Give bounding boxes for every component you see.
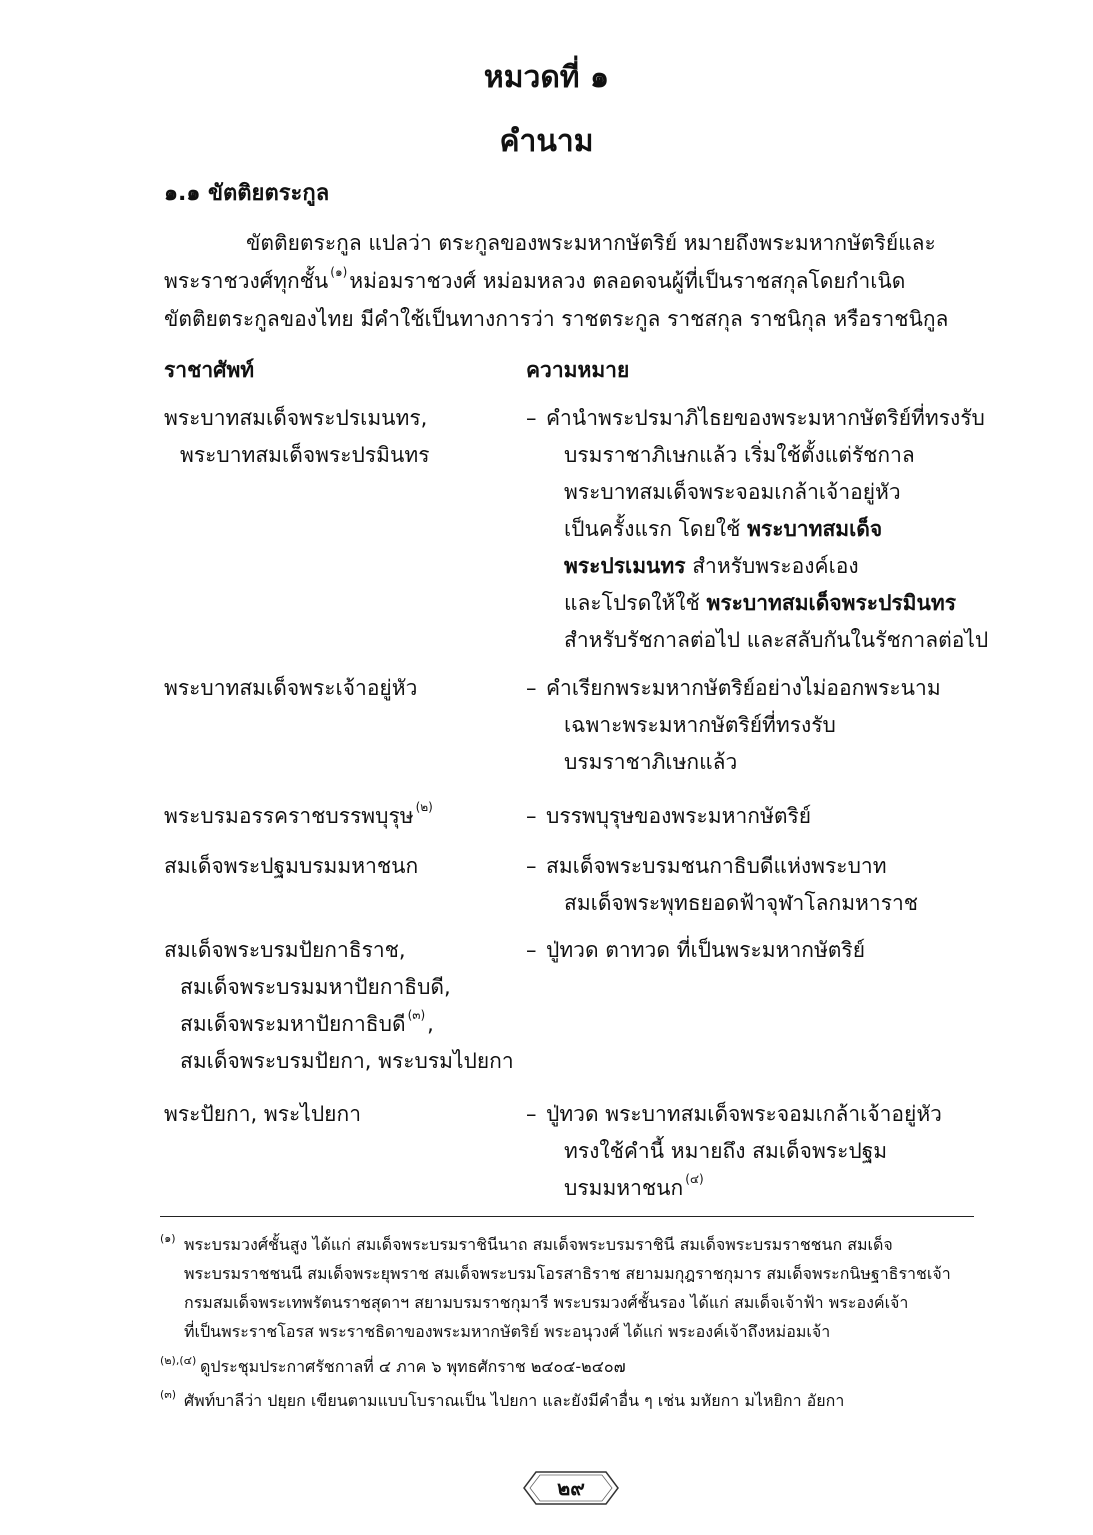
entry-meaning [526, 400, 996, 659]
intro-text: หม่อมราชวงศ์ หม่อมหลวง ตลอดจนผู้ที่เป็นราชสกุลโดยกำเนิด [349, 269, 906, 293]
meaning-line [526, 1170, 996, 1207]
term-line: พระบาทสมเด็จพระปรเมนทร, [164, 406, 428, 430]
meaning-line [526, 932, 996, 969]
entry-meaning [526, 848, 996, 922]
footnote-mark: (๑) [160, 1232, 176, 1245]
meaning-line [526, 670, 996, 707]
meaning-line: บรมราชาภิเษกแล้ว เริ่มใช้ตั้งแต่รัชกาล [564, 443, 915, 467]
footnote-divider [160, 1216, 974, 1217]
meaning-text: สมเด็จพระบรมชนกาธิบดีแห่งพระบาท [546, 854, 887, 878]
term-text: พระบรมอรรคราชบรรพบุรุษ [164, 804, 414, 828]
intro-line: ขัตติยตระกูล แปลว่า ตระกูลของพระมหากษัตริย์ หมายถึงพระมหากษัตริย์และ [246, 231, 936, 255]
entry-meaning [526, 932, 996, 969]
term-line [164, 1006, 519, 1043]
footnote-text [160, 1230, 980, 1346]
term-line: สมเด็จพระบรมมหาปัยกาธิบดี, [180, 975, 451, 999]
meaning-line [526, 585, 996, 622]
column-header-term: ราชาศัพท์ [164, 358, 255, 382]
intro-paragraph [164, 224, 984, 338]
entry-term [164, 848, 519, 885]
meaning-line [526, 400, 996, 437]
meaning-text: บรรพบุรุษของพระมหากษัตริย์ [546, 804, 812, 828]
meaning-text: และโปรดให้ใช้ [564, 591, 700, 615]
footnote-mark: (๓) [160, 1388, 177, 1401]
entry-meaning [526, 798, 996, 835]
term-text: , [427, 1012, 434, 1036]
meaning-line: เฉพาะพระมหากษัตริย์ที่ทรงรับ [564, 713, 836, 737]
footnote-line: ศัพท์บาลีว่า ปยฺยก เขียนตามแบบโบราณเป็น ไปยกา และยังมีคำอื่น ๆ เช่น มหัยกา มไหยิกา อัยกา [184, 1391, 845, 1410]
emphasis-text: พระบาทสมเด็จ [747, 517, 883, 541]
term-line: พระปัยกา, พระไปยกา [164, 1102, 361, 1126]
meaning-text: คำนำพระปรมาภิไธยของพระมหากษัตริย์ที่ทรงรับ [546, 406, 985, 430]
meaning-text: สำหรับพระองค์เอง [692, 554, 859, 578]
meaning-line: ทรงใช้คำนี้ หมายถึง สมเด็จพระปฐม [564, 1139, 888, 1163]
footnote-ref[interactable]: (๒) [415, 800, 433, 814]
meaning-text: ปู่ทวด พระบาทสมเด็จพระจอมเกล้าเจ้าอยู่หัว [546, 1102, 942, 1126]
intro-text: พระราชวงศ์ทุกชั้น [164, 269, 329, 293]
footnote-line: พระบรมวงศ์ชั้นสูง ได้แก่ สมเด็จพระบรมราชินีนาถ สมเด็จพระบรมราชินี สมเด็จพระบรมราชชนก สมเด็จ [184, 1235, 893, 1254]
term-text: สมเด็จพระมหาปัยกาธิบดี [180, 1012, 406, 1036]
footnote-line: กรมสมเด็จพระเทพรัตนราชสุดาฯ สยามบรมราชกุมารี พระบรมวงศ์ชั้นรอง ได้แก่ สมเด็จเจ้าฟ้า พระองค์เจ้า [184, 1293, 909, 1312]
dash-marker: – [526, 676, 537, 700]
footnote-ref[interactable]: (๔) [685, 1172, 704, 1186]
meaning-text: บรมมหาชนก [564, 1176, 684, 1200]
meaning-line: บรมราชาภิเษกแล้ว [564, 750, 738, 774]
dash-marker: – [526, 406, 537, 430]
entry-term [164, 932, 519, 1080]
meaning-line [526, 548, 996, 585]
entry-meaning [526, 1096, 996, 1207]
dash-marker: – [526, 854, 537, 878]
footnote-line: ที่เป็นพระราชโอรส พระราชธิดาของพระมหากษัตริย์ พระอนุวงศ์ ได้แก่ พระองค์เจ้าถึงหม่อมเจ้า [184, 1322, 831, 1341]
dash-marker: – [526, 804, 537, 828]
footnote-line: ดูประชุมประกาศรัชกาลที่ ๔ ภาค ๖ พุทธศักราช ๒๔๐๔-๒๔๐๗ [200, 1357, 626, 1376]
dash-marker: – [526, 1102, 537, 1126]
term-line: พระบาทสมเด็จพระเจ้าอยู่หัว [164, 676, 418, 700]
entry-term [164, 798, 519, 835]
entry-term [164, 670, 519, 707]
page-number-text: ๒๙ [557, 1476, 585, 1500]
meaning-text: เป็นครั้งแรก โดยใช้ [564, 517, 741, 541]
footnote [160, 1230, 980, 1346]
section-heading: ๑.๑ ขัตติยตระกูล [164, 181, 330, 206]
footnote-ref[interactable]: (๑) [330, 265, 348, 279]
page-number [522, 1470, 620, 1506]
term-line: สมเด็จพระบรมปัยกาธิราช, [164, 938, 406, 962]
meaning-line [526, 798, 996, 835]
footnote-line: พระบรมราชชนนี สมเด็จพระยุพราช สมเด็จพระบรมโอรสาธิราช สยามมกุฎราชกุมาร สมเด็จพระกนิษฐาธิราชเจ้า [184, 1264, 951, 1283]
meaning-line: พระบาทสมเด็จพระจอมเกล้าเจ้าอยู่หัว [564, 480, 901, 504]
term-line: สมเด็จพระปฐมบรมมหาชนก [164, 854, 419, 878]
meaning-line [526, 848, 996, 885]
term-line: สมเด็จพระบรมปัยกา, พระบรมไปยกา [180, 1049, 514, 1073]
intro-line [164, 262, 984, 300]
dash-marker: – [526, 938, 537, 962]
footnote-ref[interactable]: (๓) [407, 1008, 426, 1022]
footnote-mark: (๒),(๔) [160, 1354, 197, 1367]
entry-meaning [526, 670, 996, 781]
chapter-subtitle: คำนาม [499, 124, 594, 159]
entry-term [164, 1096, 519, 1133]
column-header-meaning: ความหมาย [526, 358, 630, 382]
emphasis-text: พระปรเมนทร [564, 554, 686, 578]
entry-term [164, 400, 519, 474]
term-line [164, 798, 519, 835]
meaning-text: คำเรียกพระมหากษัตริย์อย่างไม่ออกพระนาม [546, 676, 941, 700]
intro-line: ขัตติยตระกูลของไทย มีคำใช้เป็นทางการว่า ราชตระกูล ราชสกุล ราชนิกุล หรือราชนิกูล [164, 307, 949, 331]
footnote-text [160, 1386, 980, 1415]
emphasis-text: พระบาทสมเด็จพระปรมินทร [706, 591, 956, 615]
meaning-line [526, 1096, 996, 1133]
meaning-line: สำหรับรัชกาลต่อไป และสลับกันในรัชกาลต่อไป [564, 628, 989, 652]
meaning-line [526, 511, 996, 548]
meaning-text: ปู่ทวด ตาทวด ที่เป็นพระมหากษัตริย์ [546, 938, 866, 962]
chapter-title: หมวดที่ ๑ [483, 60, 610, 95]
footnote [160, 1386, 980, 1415]
meaning-line: สมเด็จพระพุทธยอดฟ้าจุฬาโลกมหาราช [564, 891, 919, 915]
footnote [160, 1352, 980, 1381]
footnote-text [160, 1352, 980, 1381]
term-line: พระบาทสมเด็จพระปรมินทร [180, 443, 430, 467]
